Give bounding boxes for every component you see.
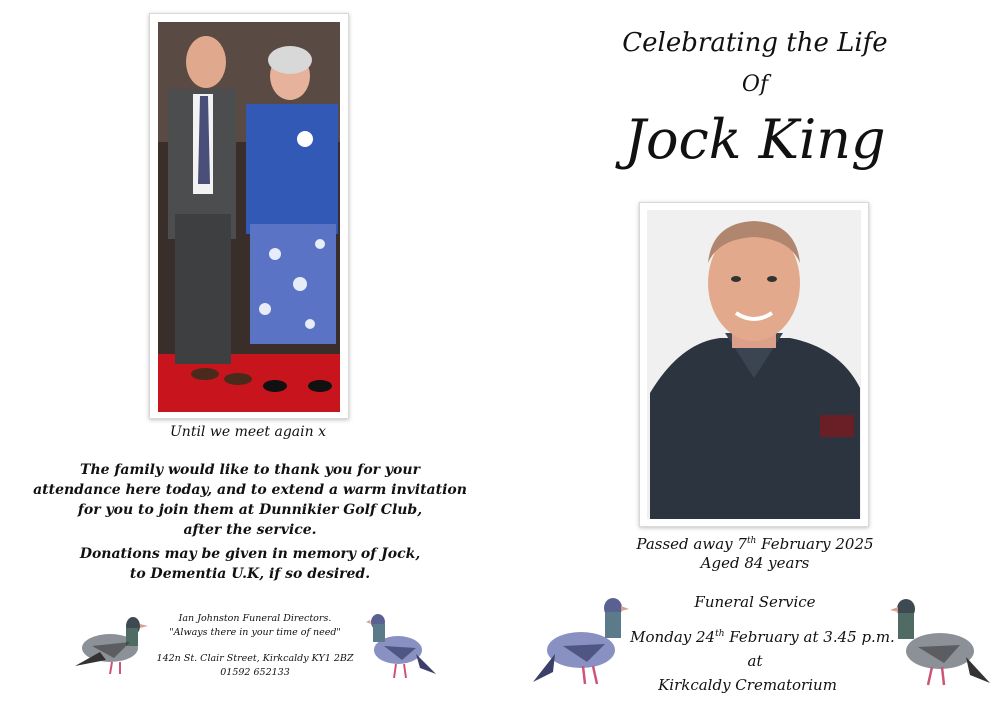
director-phone: 01592 652133 bbox=[220, 667, 290, 678]
portrait-frame bbox=[639, 202, 869, 527]
director-motto: "Always there in your time of need" bbox=[169, 627, 341, 638]
heading-celebrating: Celebrating the Life bbox=[622, 28, 888, 58]
donation-line: to Dementia U.K, if so desired. bbox=[129, 566, 371, 582]
passed-away-suffix-th: th bbox=[746, 536, 757, 546]
portrait-photo bbox=[640, 203, 868, 526]
thanks-line: The family would like to thank you for your bbox=[80, 462, 420, 478]
director-address: 142n St. Clair Street, Kirkcaldy KY1 2BZ bbox=[156, 653, 354, 664]
heading-of: Of bbox=[741, 72, 769, 97]
service-title: Funeral Service bbox=[694, 593, 816, 611]
pigeon-left-1-icon bbox=[70, 608, 150, 680]
donation-message bbox=[20, 544, 480, 584]
director-name: Ian Johnston Funeral Directors. bbox=[178, 613, 332, 624]
funeral-director-info bbox=[150, 612, 360, 680]
pigeon-left-2-icon bbox=[366, 610, 438, 684]
photo-caption: Until we meet again x bbox=[170, 424, 326, 440]
donation-line: Donations may be given in memory of Jock, bbox=[79, 546, 421, 562]
thanks-line: for you to join them at Dunnikier Golf Club, bbox=[77, 502, 423, 518]
couple-photo-frame bbox=[149, 13, 349, 419]
thanks-line: after the service. bbox=[183, 522, 317, 538]
service-date-prefix: Monday 24 bbox=[630, 628, 716, 646]
age-line: Aged 84 years bbox=[700, 554, 810, 572]
service-date-rest: February at 3.45 p.m. bbox=[724, 628, 895, 646]
service-at: at bbox=[747, 652, 763, 670]
couple-photo bbox=[150, 14, 348, 418]
service-date-th: th bbox=[715, 629, 725, 639]
passed-away-line bbox=[600, 535, 910, 553]
service-date bbox=[615, 628, 910, 646]
thanks-line: attendance here today, and to extend a warm invitation bbox=[33, 482, 467, 498]
pigeon-right-2-icon bbox=[890, 595, 990, 691]
passed-away-date: February 2025 bbox=[756, 535, 874, 553]
deceased-name: Jock King bbox=[624, 108, 886, 171]
service-venue: Kirkcaldy Crematorium bbox=[658, 676, 837, 694]
pigeon-right-1-icon bbox=[533, 592, 629, 692]
thanks-message bbox=[20, 460, 480, 540]
passed-away-prefix: Passed away 7 bbox=[636, 535, 747, 553]
